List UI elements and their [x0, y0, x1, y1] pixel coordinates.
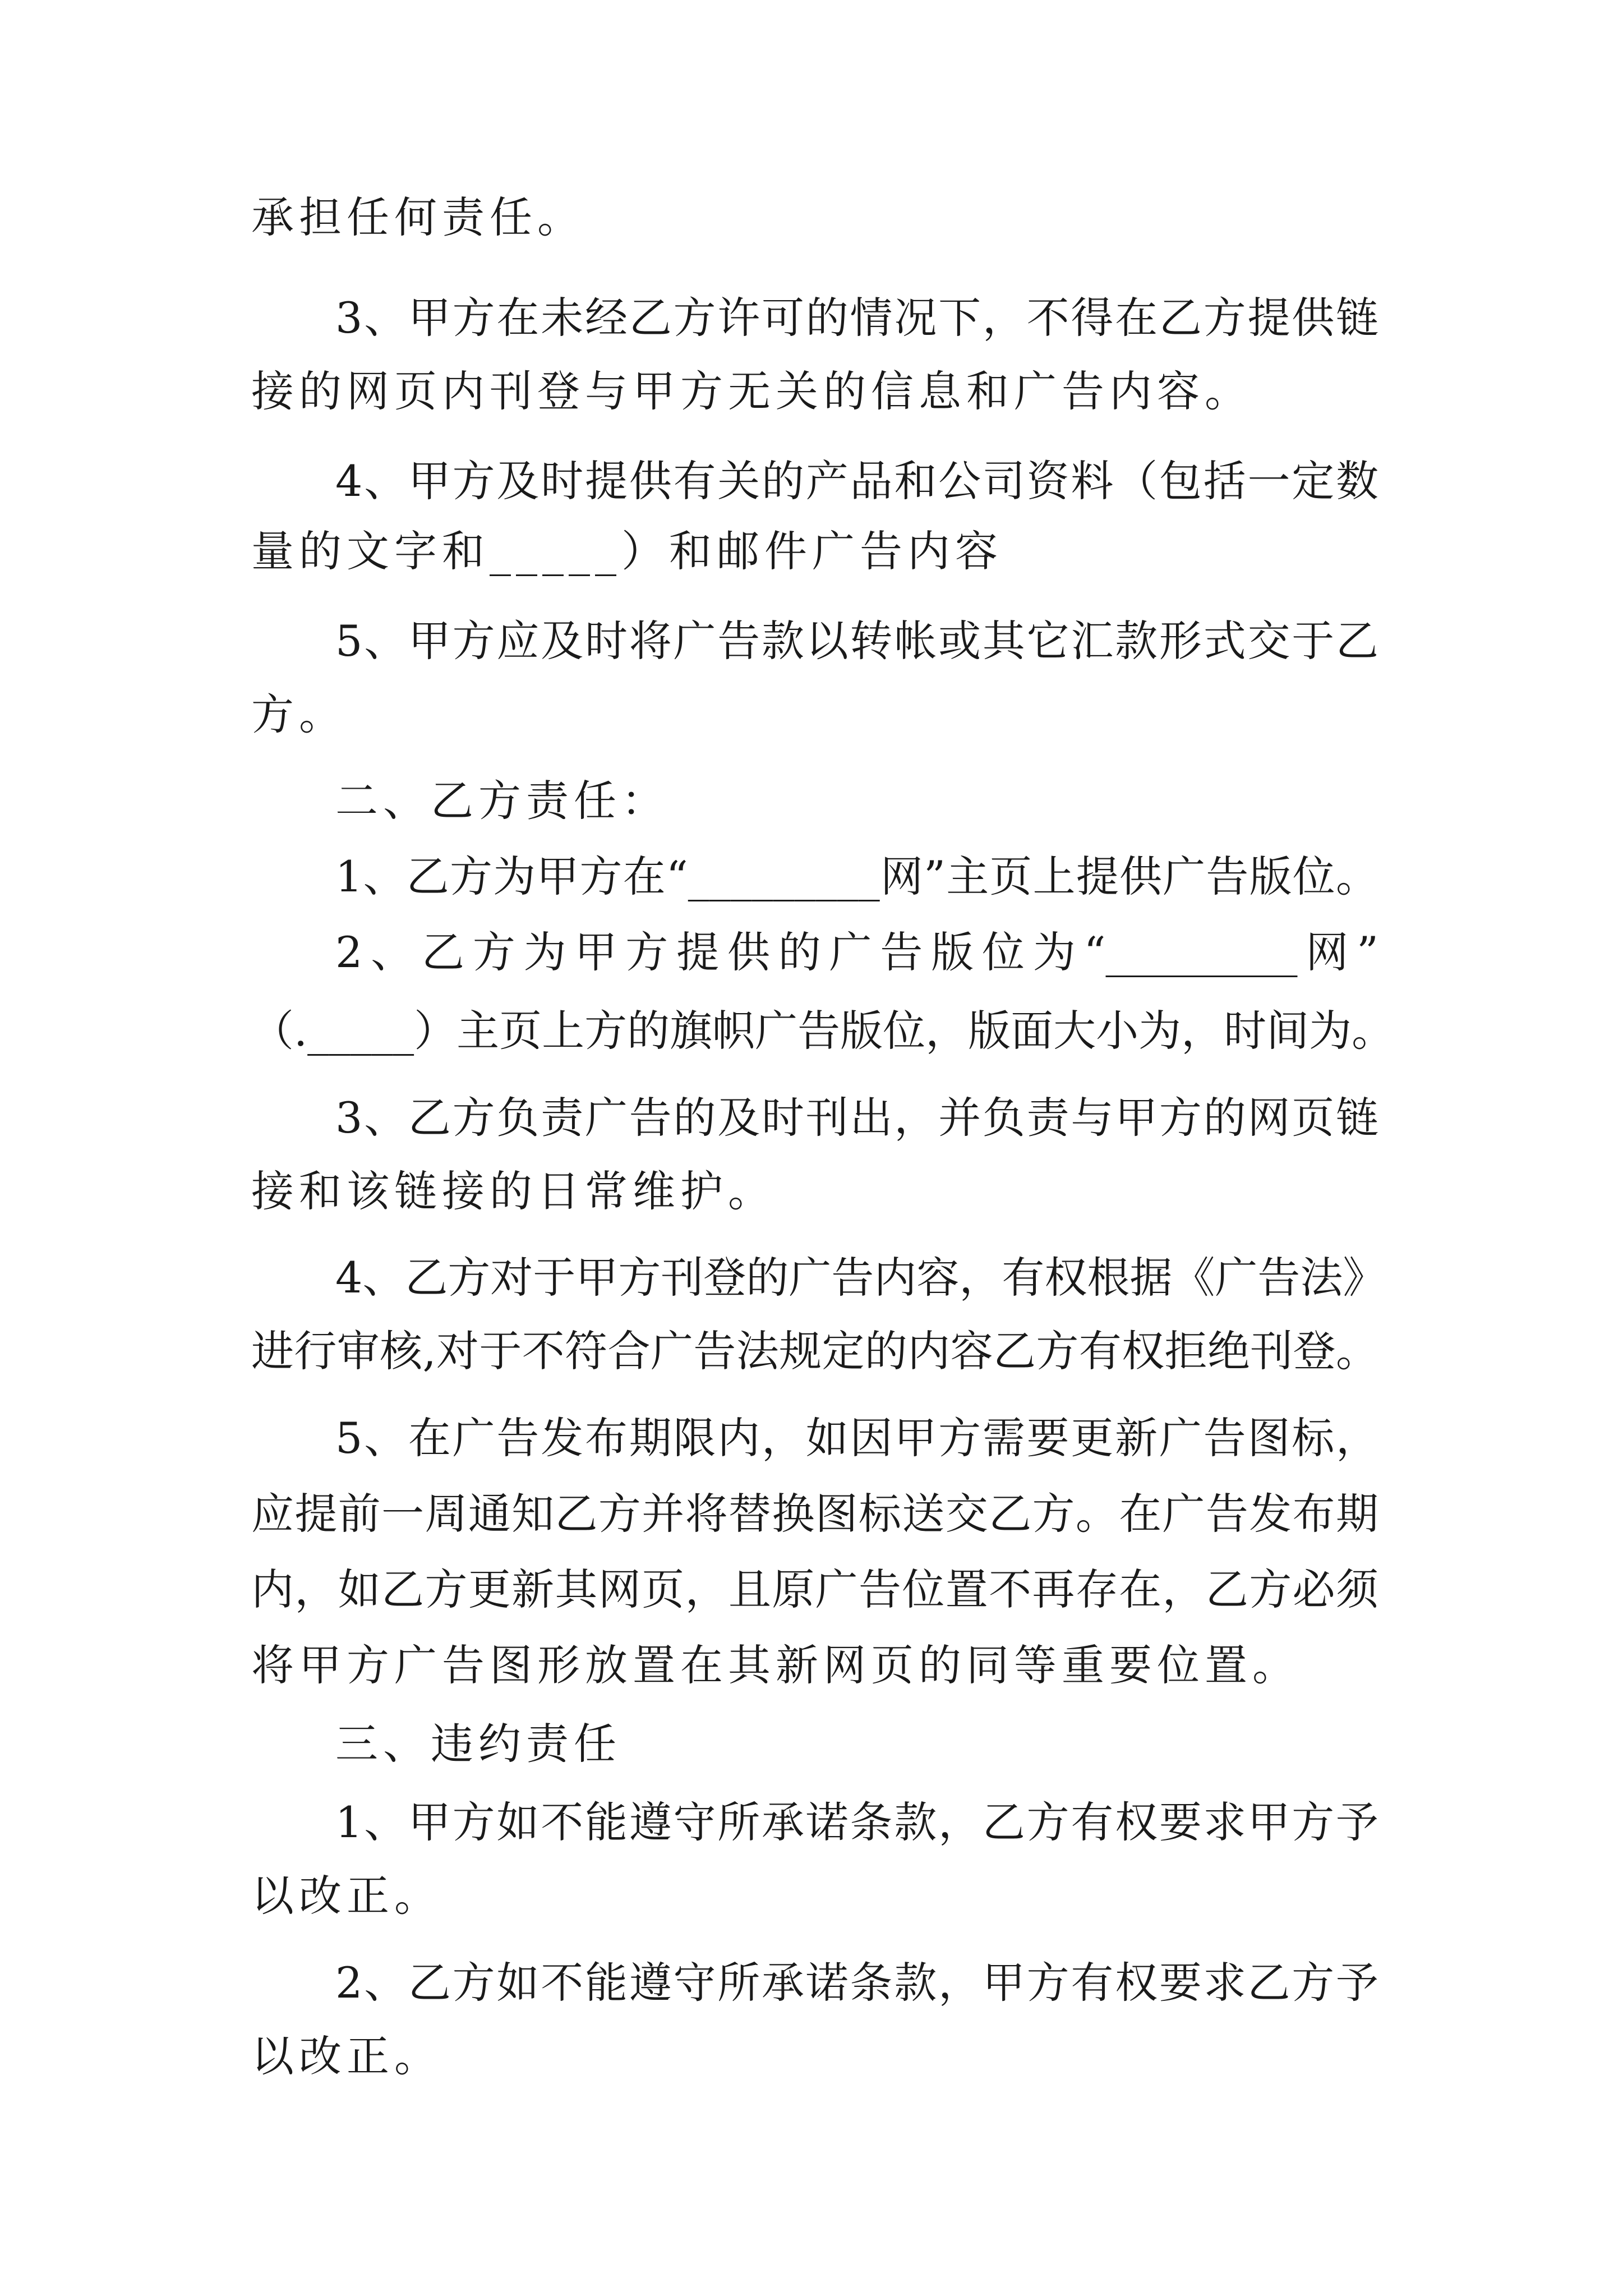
text-line: 2、乙方为甲方提供的广告版位为“_________网”: [335, 927, 1378, 977]
text-line: 5、甲方应及时将广告款以转帐或其它汇款形式交于乙: [335, 616, 1378, 666]
text-line: 2、乙方如不能遵守所承诺条款，甲方有权要求乙方予: [335, 1958, 1378, 2008]
text-line: 5、在广告发布期限内，如因甲方需要更新广告图标，: [335, 1413, 1378, 1463]
text-line: 内，如乙方更新其网页，且原广告位置不再存在，乙方必须: [251, 1565, 1378, 1614]
text-line: 承担任何责任。: [251, 192, 585, 242]
text-line: 接和该链接的日常维护。: [251, 1166, 776, 1216]
text-line: 量的文字和_____）和邮件广告内容: [251, 526, 1003, 576]
text-line: 以改正。: [251, 2031, 442, 2081]
section-heading: 三、违约责任: [335, 1719, 621, 1769]
text-line: 应提前一周通知乙方并将替换图标送交乙方。在广告发布期: [251, 1489, 1378, 1539]
text-line: 1、甲方如不能遵守所承诺条款，乙方有权要求甲方予: [335, 1797, 1378, 1847]
text-line: 将甲方广告图形放置在其新网页的同等重要位置。: [251, 1640, 1300, 1690]
section-heading: 二、乙方责任：: [335, 776, 669, 826]
text-line: 接的网页内刊登与甲方无关的信息和广告内容。: [251, 366, 1252, 416]
text-line: 3、乙方负责广告的及时刊出，并负责与甲方的网页链: [335, 1093, 1378, 1143]
text-line: 以改正。: [251, 1871, 442, 1921]
text-line: 1、乙方为甲方在“_________网”主页上提供广告版位。: [335, 852, 1378, 901]
text-line: 方。: [251, 689, 347, 739]
text-line: 4、乙方对于甲方刊登的广告内容，有权根据《广告法》: [335, 1253, 1386, 1303]
text-line: 3、甲方在未经乙方许可的情况下，不得在乙方提供链: [335, 293, 1378, 343]
text-line: 4、甲方及时提供有关的产品和公司资料（包括一定数: [335, 456, 1378, 506]
text-line: 进行审核,对于不符合广告法规定的内容乙方有权拒绝刊登。: [251, 1326, 1378, 1376]
text-line: （._____）主页上方的旗帜广告版位，版面大小为，时间为。: [251, 1006, 1395, 1056]
